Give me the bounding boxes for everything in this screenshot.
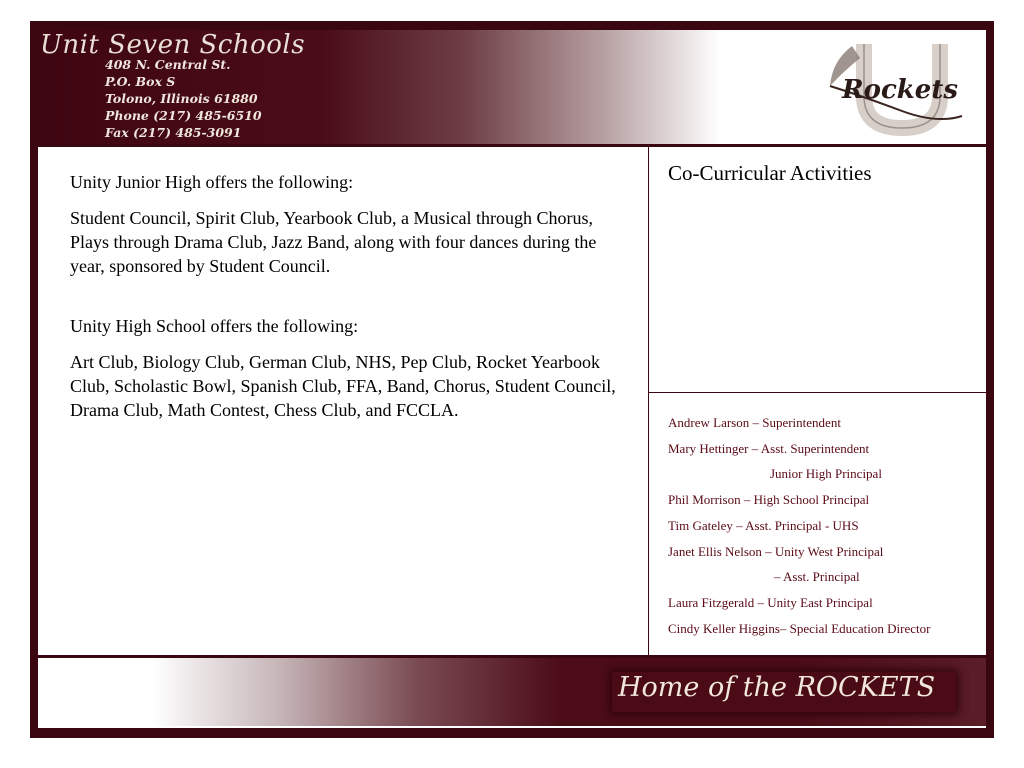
staff-item: Tim Gateley – Asst. Principal - UHS	[668, 517, 859, 533]
address-line: P.O. Box S	[105, 74, 176, 89]
junior-high-heading: Unity Junior High offers the following:	[70, 172, 354, 192]
sidebar-divider	[649, 392, 986, 393]
activities-content	[70, 170, 630, 434]
staff-item: Mary Hettinger – Asst. Superintendent	[668, 440, 870, 456]
footer-tagline: Home of the ROCKETS	[618, 672, 936, 703]
staff-item: Janet Ellis Nelson – Unity West Principal	[668, 543, 884, 559]
staff-list	[668, 410, 930, 641]
staff-item: Junior High Principal	[770, 466, 882, 482]
high-school-activities: Art Club, Biology Club, German Club, NHS, Pep Club, Rocket Yearbook Club, Scholastic Bowl, Spanish Club, FFA, Band, Chorus, Student Council, Drama Club, Math Contest, Chess Club, and FCCLA.	[70, 352, 616, 420]
column-divider	[648, 146, 649, 656]
high-school-heading: Unity High School offers the following:	[70, 316, 359, 336]
section-title: Co-Curricular Activities	[668, 161, 872, 185]
staff-item: Andrew Larson – Superintendent	[668, 415, 841, 430]
staff-item: Cindy Keller Higgins– Special Education Director	[668, 620, 931, 636]
address-line: Phone (217) 485-6510	[105, 108, 262, 123]
staff-item: – Asst. Principal	[774, 569, 860, 585]
junior-high-activities: Student Council, Spirit Club, Yearbook Club, a Musical through Chorus, Plays through Drama Club, Jazz Band, along with four dances during the year, sponsored by Student Council.	[70, 208, 597, 276]
address-block	[105, 56, 262, 141]
address-line: Fax (217) 485-3091	[105, 125, 242, 140]
address-line: Tolono, Illinois 61880	[105, 91, 258, 106]
rockets-logo	[822, 36, 972, 136]
brand-title: Unit Seven Schools	[40, 30, 306, 60]
address-line: 408 N. Central St.	[105, 57, 231, 72]
divider	[38, 144, 986, 147]
staff-item: Phil Morrison – High School Principal	[668, 492, 870, 508]
logo-text: Rockets	[842, 75, 958, 105]
staff-item: Laura Fitzgerald – Unity East Principal	[668, 594, 873, 610]
